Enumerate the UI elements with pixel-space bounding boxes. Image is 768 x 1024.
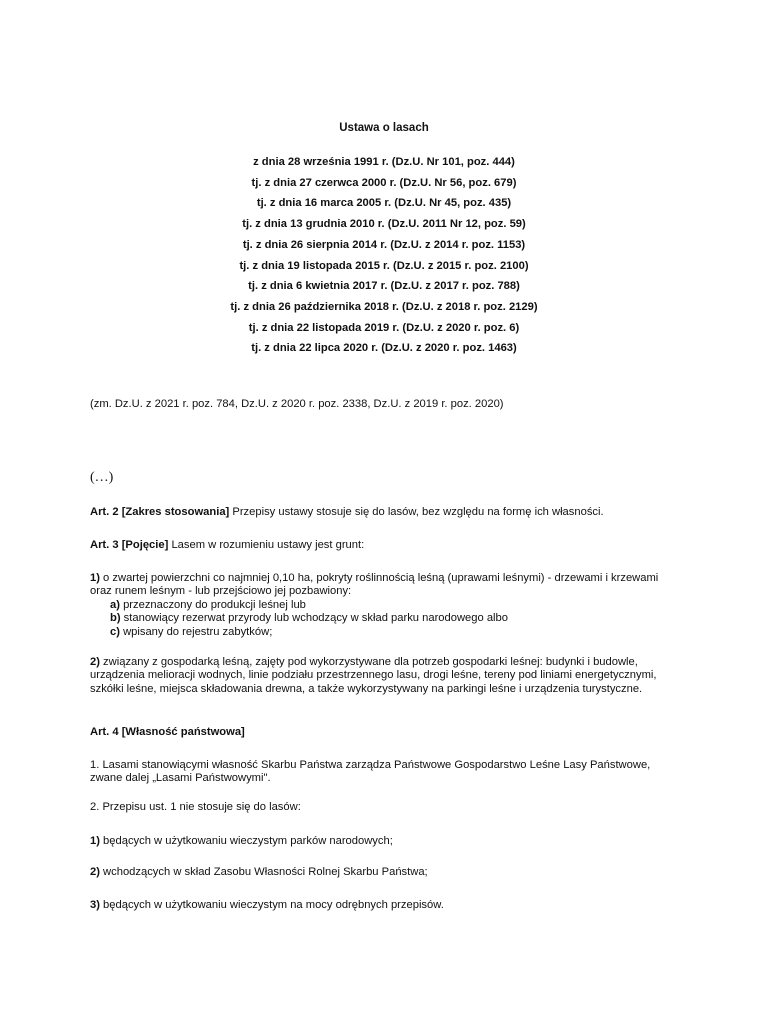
- date-line: tj. z dnia 26 października 2018 r. (Dz.U. z 2018 r. poz. 2129): [230, 300, 538, 313]
- art4-item-1: [90, 835, 680, 848]
- art4-item-3: [90, 899, 680, 912]
- date-line: tj. z dnia 22 listopada 2019 r. (Dz.U. z 2020 r. poz. 6): [248, 321, 520, 334]
- date-line: tj. z dnia 26 sierpnia 2014 r. (Dz.U. z 2014 r. poz. 1153): [242, 238, 526, 251]
- sub-item: [110, 612, 680, 625]
- point-text: o zwartej powierzchni co najmniej 0,10 ha, pokryty roślinnością leśną (uprawami leśnymi) - drzewami i krzewami oraz runem leśnym - lub przejściowo jej pozbawiony:: [90, 572, 659, 598]
- art2-paragraph: [90, 506, 680, 519]
- title-block: [0, 122, 768, 359]
- sub-letter: b): [110, 612, 121, 625]
- art4-item-2: [90, 866, 680, 879]
- ellipsis: (…): [90, 470, 114, 485]
- sub-text: przeznaczony do produkcji leśnej lub: [123, 598, 306, 611]
- art4-heading: Art. 4 [Własność państwowa]: [90, 726, 245, 738]
- art3-heading: Art. 3 [Pojęcie]: [90, 539, 169, 551]
- art4-ust2: 2. Przepisu ust. 1 nie stosuje się do lasów:: [90, 801, 301, 813]
- point-text: będących w użytkowaniu wieczystym na mocy odrębnych przepisów.: [99, 899, 444, 911]
- art3-paragraph: [90, 539, 680, 552]
- art3-point-1: [90, 572, 680, 639]
- art2-text: Przepisy ustawy stosuje się do lasów, bez względu na formę ich własności.: [229, 506, 604, 518]
- art3-point-2: [90, 656, 680, 696]
- date-line: tj. z dnia 19 listopada 2015 r. (Dz.U. z 2015 r. poz. 2100): [239, 259, 529, 272]
- point-text: wchodzących w skład Zasobu Własności Rolnej Skarbu Państwa;: [99, 866, 428, 878]
- date-line: tj. z dnia 22 lipca 2020 r. (Dz.U. z 2020 r. poz. 1463): [251, 342, 517, 355]
- date-line: tj. z dnia 27 czerwca 2000 r. (Dz.U. Nr 56, poz. 679): [251, 176, 517, 189]
- sub-text: wpisany do rejestru zabytków;: [123, 625, 273, 638]
- date-line: tj. z dnia 16 marca 2005 r. (Dz.U. Nr 45, poz. 435): [256, 197, 512, 210]
- art3-text: Lasem w rozumieniu ustawy jest grunt:: [168, 539, 365, 551]
- amendments-note: (zm. Dz.U. z 2021 r. poz. 784, Dz.U. z 2020 r. poz. 2338, Dz.U. z 2019 r. poz. 2020): [90, 398, 504, 410]
- point-number: 2): [90, 656, 100, 668]
- art2-heading: Art. 2 [Zakres stosowania]: [90, 506, 230, 518]
- point-number: 3): [90, 899, 100, 911]
- document-title: Ustawa o lasach: [339, 122, 429, 134]
- point-number: 1): [90, 835, 100, 847]
- art4-ust1: 1. Lasami stanowiącymi własność Skarbu Państwa zarządza Państwowe Gospodarstwo Leśne Lasy Państwowe, zwane dalej „Lasami Państwowymi".: [90, 759, 651, 785]
- sub-item: [110, 626, 680, 639]
- point-number: 2): [90, 866, 100, 878]
- sub-letter: c): [110, 625, 120, 638]
- point-text: będących w użytkowaniu wieczystym parków narodowych;: [99, 835, 393, 847]
- point-number: 1): [90, 572, 100, 584]
- date-line: z dnia 28 września 1991 r. (Dz.U. Nr 101, poz. 444): [253, 156, 515, 168]
- sub-text: stanowiący rezerwat przyrody lub wchodzący w skład parku narodowego albo: [123, 612, 508, 625]
- date-line: tj. z dnia 6 kwietnia 2017 r. (Dz.U. z 2017 r. poz. 788): [248, 280, 520, 293]
- sub-letter: a): [110, 598, 120, 611]
- point-text: związany z gospodarką leśną, zajęty pod wykorzystywane dla potrzeb gospodarki leśnej: budynki i budowle, urządzenia melioracji wodnych, linie podziału przestrzennego lasu, drogi leśne, tereny pod liniami energetycznymi, szkółki leśne, miejsca składowania drewna, a także wykorzystywany na parkingi leśne i urządzenia turystyczne.: [90, 656, 657, 695]
- sub-item: [110, 599, 680, 612]
- date-line: tj. z dnia 13 grudnia 2010 r. (Dz.U. 2011 Nr 12, poz. 59): [242, 218, 526, 231]
